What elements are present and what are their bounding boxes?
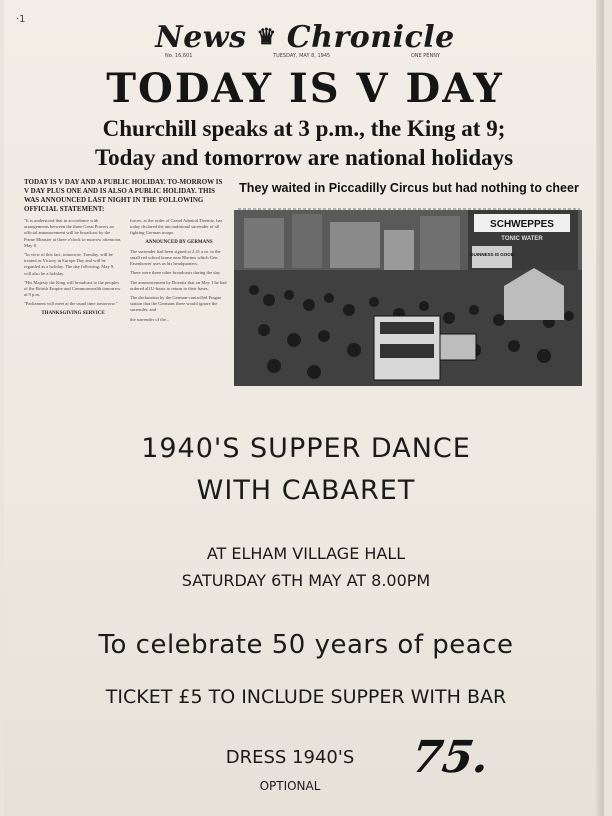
ticket-info: TICKET £5 TO INCLUDE SUPPER WITH BAR [105,686,507,708]
article-paragraph: "In view of this fact, tomorrow, Tuesday, will be treated as Victory in Europe Day and will be regarded as a holiday. The day following, May 9, will also be a holiday. [24,252,115,276]
article-paragraph: the surrender of the... [130,316,170,322]
event-title-line-1: 1940'S SUPPER DANCE [141,433,471,464]
sign-guinness: GUINNESS IS GOOD [469,252,515,257]
article-paragraph: forces, at the order of Grand Admiral Doenitz, has today declared the unconditional surrender of all fighting German troops. [130,218,223,236]
dress-code: DRESS 1940'S [225,747,355,768]
event-venue: AT ELHAM VILLAGE HALL [206,544,406,563]
handwritten-number: 75. [408,732,493,783]
newspaper-masthead [155,18,455,56]
subhead-line-2: Today and tomorrow are national holidays [94,145,514,170]
masthead-left: News [155,19,247,55]
sign-schweppes: SCHWEPPES [490,219,554,230]
issue-price: ONE PENNY [410,53,440,59]
subhead-line-1: Churchill speaks at 3 p.m., the King at 9; [102,116,506,141]
article-lead: TODAY IS V DAY AND A PUBLIC HOLIDAY. TO-MORROW IS V DAY PLUS ONE AND IS ALSO A PUBLIC HOLIDAY. THIS WAS ANNOUNCED LAST NIGHT IN THE FOLLOWING OFFICIAL STATEMENT: [24,178,223,213]
dress-optional: OPTIONAL [259,779,321,793]
article-paragraph: "His Majesty the King will broadcast to the peoples of the British Empire and Commonwealth tomorrow at 9 p.m. [24,279,121,298]
article-col-2 [130,218,228,326]
article-col-1 [24,218,122,326]
crest-icon: ♛ [256,24,277,50]
article-paragraph: "It is understood that in accordance with arrangements between the three Great Powers an official announcement will be broadcast by the Prime Minister at three o'clock to-morrow afternoon, May 8. [24,218,122,248]
event-purpose: To celebrate 50 years of peace [98,630,514,660]
article-paragraph: "Parliament will meet at the usual time tomorrow." [24,301,118,307]
newspaper-subhead [24,114,584,172]
event-title-line-2: WITH CABARET [196,475,416,506]
event-date: SATURDAY 6TH MAY AT 8.00PM [181,571,431,590]
photo-subcaption [234,199,584,209]
masthead-right: Chronicle [286,19,455,55]
photo-caption: They waited in Piccadilly Circus but had nothing to cheer [239,181,579,195]
article-subheading: THANKSGIVING SERVICE [41,310,105,316]
sign-tonic: TONIC WATER [501,236,543,242]
article-column [24,178,228,388]
article-paragraph: There were three other broadcasts during the day. [130,270,221,276]
article-paragraph: The announcement by Doenitz that on May 1 he had ordered all U-boats to return to their bases. [130,279,227,291]
issue-number: No. 16,601 [165,53,193,59]
piccadilly-circus-photo [234,210,582,386]
newspaper-headline: TODAY IS V DAY [106,65,504,112]
issue-date: TUESDAY, MAY 8, 1945 [273,53,331,59]
corner-mark: ·1 [16,14,26,25]
article-paragraph: The surrender had been signed at 2.41 a.m. in the small red school house near Rheims which Gen. Eisenhower uses as his headquarters. [130,248,221,267]
article-subheading: ANNOUNCED BY GERMANS [145,239,213,245]
article-paragraph: The declaration by the German-controlled Prague station that the Germans there would ignore the surrender, and [130,295,222,313]
